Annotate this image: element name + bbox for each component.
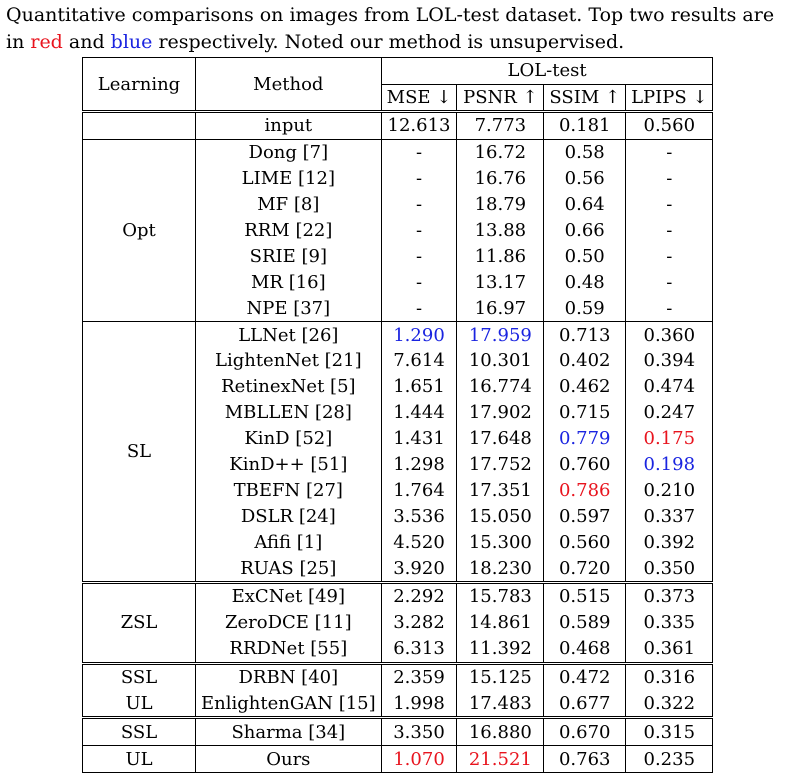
psnr-cell: 17.483 bbox=[457, 691, 544, 718]
method-cell: LLNet [26] bbox=[196, 322, 382, 348]
mse-cell: 1.298 bbox=[381, 452, 457, 478]
input-row bbox=[83, 112, 713, 140]
lpips-cell: 0.335 bbox=[626, 610, 713, 636]
mse-cell: 7.614 bbox=[381, 348, 457, 374]
lpips-cell: 0.392 bbox=[626, 529, 713, 555]
header-psnr: PSNR ↑ bbox=[457, 84, 544, 112]
ssim-cell: 0.64 bbox=[544, 192, 626, 218]
learning-cell: UL bbox=[83, 691, 196, 718]
lpips-cell: 0.350 bbox=[626, 555, 713, 582]
lpips-cell: 0.360 bbox=[626, 322, 713, 348]
psnr-cell: 15.125 bbox=[457, 663, 544, 690]
mse-cell: - bbox=[381, 192, 457, 218]
ssim-cell: 0.50 bbox=[544, 243, 626, 269]
psnr-cell: 17.959 bbox=[457, 322, 544, 348]
input-psnr: 7.773 bbox=[457, 112, 544, 140]
lpips-cell: 0.247 bbox=[626, 400, 713, 426]
learning-cell: ZSL bbox=[83, 583, 196, 664]
ssim-cell: 0.58 bbox=[544, 139, 626, 165]
method-cell: MF [8] bbox=[196, 192, 382, 218]
method-cell: RUAS [25] bbox=[196, 555, 382, 582]
lpips-cell: 0.315 bbox=[626, 718, 713, 746]
mse-cell: - bbox=[381, 166, 457, 192]
lpips-cell: 0.175 bbox=[626, 426, 713, 452]
caption-text-2: and bbox=[62, 31, 111, 53]
mse-cell: - bbox=[381, 295, 457, 321]
lpips-cell: 0.337 bbox=[626, 503, 713, 529]
lpips-cell: 0.361 bbox=[626, 636, 713, 663]
mse-cell: 1.444 bbox=[381, 400, 457, 426]
mse-cell: 1.651 bbox=[381, 374, 457, 400]
lpips-cell: 0.198 bbox=[626, 452, 713, 478]
input-learning-cell bbox=[83, 112, 196, 140]
psnr-cell: 13.17 bbox=[457, 269, 544, 295]
mse-cell: 3.536 bbox=[381, 503, 457, 529]
table-row bbox=[83, 322, 713, 348]
method-cell: Dong [7] bbox=[196, 139, 382, 165]
method-cell: KinD++ [51] bbox=[196, 452, 382, 478]
psnr-cell: 16.880 bbox=[457, 718, 544, 746]
caption-text-3: respectively. Noted our method is unsupervised. bbox=[152, 31, 625, 53]
ssim-cell: 0.560 bbox=[544, 529, 626, 555]
psnr-cell: 16.774 bbox=[457, 374, 544, 400]
caption-text-1: Quantitative comparisons on images from LOL-test dataset. Top two results are in bbox=[6, 4, 775, 53]
psnr-cell: 15.783 bbox=[457, 583, 544, 610]
psnr-cell: 16.97 bbox=[457, 295, 544, 321]
lpips-cell: 0.322 bbox=[626, 691, 713, 718]
psnr-cell: 17.902 bbox=[457, 400, 544, 426]
method-cell: LightenNet [21] bbox=[196, 348, 382, 374]
mse-cell: 3.350 bbox=[381, 718, 457, 746]
mse-cell: 4.520 bbox=[381, 529, 457, 555]
psnr-cell: 18.79 bbox=[457, 192, 544, 218]
learning-cell: SSL bbox=[83, 718, 196, 746]
mse-cell: 2.292 bbox=[381, 583, 457, 610]
psnr-cell: 16.76 bbox=[457, 166, 544, 192]
lpips-cell: - bbox=[626, 218, 713, 244]
method-cell: DRBN [40] bbox=[196, 663, 382, 690]
mse-cell: 3.920 bbox=[381, 555, 457, 582]
method-cell: Ours bbox=[196, 746, 382, 773]
mse-cell: 1.290 bbox=[381, 322, 457, 348]
psnr-cell: 14.861 bbox=[457, 610, 544, 636]
ssim-cell: 0.56 bbox=[544, 166, 626, 192]
learning-cell: SSL bbox=[83, 663, 196, 690]
table-caption bbox=[6, 2, 796, 56]
table-row bbox=[83, 691, 713, 718]
ssim-cell: 0.760 bbox=[544, 452, 626, 478]
lpips-cell: - bbox=[626, 295, 713, 321]
learning-cell: UL bbox=[83, 746, 196, 773]
lpips-cell: - bbox=[626, 269, 713, 295]
ssim-cell: 0.468 bbox=[544, 636, 626, 663]
psnr-cell: 15.300 bbox=[457, 529, 544, 555]
ssim-cell: 0.670 bbox=[544, 718, 626, 746]
method-cell: NPE [37] bbox=[196, 295, 382, 321]
learning-cell: SL bbox=[83, 322, 196, 583]
mse-cell: - bbox=[381, 139, 457, 165]
method-cell: LIME [12] bbox=[196, 166, 382, 192]
psnr-cell: 13.88 bbox=[457, 218, 544, 244]
ssim-cell: 0.715 bbox=[544, 400, 626, 426]
method-cell: TBEFN [27] bbox=[196, 477, 382, 503]
table-row bbox=[83, 718, 713, 746]
method-cell: RetinexNet [5] bbox=[196, 374, 382, 400]
input-mse: 12.613 bbox=[381, 112, 457, 140]
header-method: Method bbox=[196, 58, 382, 112]
input-lpips: 0.560 bbox=[626, 112, 713, 140]
lpips-cell: - bbox=[626, 192, 713, 218]
table-row bbox=[83, 139, 713, 165]
lpips-cell: 0.394 bbox=[626, 348, 713, 374]
header-lpips: LPIPS ↓ bbox=[626, 84, 713, 112]
ssim-cell: 0.763 bbox=[544, 746, 626, 773]
results-table bbox=[82, 57, 713, 773]
mse-cell: 1.431 bbox=[381, 426, 457, 452]
results-body bbox=[83, 112, 713, 773]
header-lol-test: LOL-test bbox=[381, 58, 713, 85]
header-ssim: SSIM ↑ bbox=[544, 84, 626, 112]
header-learning: Learning bbox=[83, 58, 196, 112]
mse-cell: 2.359 bbox=[381, 663, 457, 690]
table-row bbox=[83, 663, 713, 690]
ssim-cell: 0.472 bbox=[544, 663, 626, 690]
method-cell: ZeroDCE [11] bbox=[196, 610, 382, 636]
mse-cell: 6.313 bbox=[381, 636, 457, 663]
method-cell: RRM [22] bbox=[196, 218, 382, 244]
psnr-cell: 16.72 bbox=[457, 139, 544, 165]
method-cell: KinD [52] bbox=[196, 426, 382, 452]
psnr-cell: 10.301 bbox=[457, 348, 544, 374]
method-cell: ExCNet [49] bbox=[196, 583, 382, 610]
ssim-cell: 0.677 bbox=[544, 691, 626, 718]
header-row-1 bbox=[83, 58, 713, 85]
mse-cell: - bbox=[381, 218, 457, 244]
ssim-cell: 0.462 bbox=[544, 374, 626, 400]
lpips-cell: 0.373 bbox=[626, 583, 713, 610]
lpips-cell: 0.474 bbox=[626, 374, 713, 400]
ssim-cell: 0.515 bbox=[544, 583, 626, 610]
lpips-cell: - bbox=[626, 243, 713, 269]
lpips-cell: - bbox=[626, 166, 713, 192]
lpips-cell: 0.316 bbox=[626, 663, 713, 690]
learning-cell: Opt bbox=[83, 139, 196, 321]
psnr-cell: 11.86 bbox=[457, 243, 544, 269]
psnr-cell: 17.648 bbox=[457, 426, 544, 452]
ssim-cell: 0.779 bbox=[544, 426, 626, 452]
mse-cell: 3.282 bbox=[381, 610, 457, 636]
method-cell: EnlightenGAN [15] bbox=[196, 691, 382, 718]
psnr-cell: 18.230 bbox=[457, 555, 544, 582]
lpips-cell: 0.235 bbox=[626, 746, 713, 773]
caption-blue-word: blue bbox=[110, 31, 153, 53]
psnr-cell: 17.752 bbox=[457, 452, 544, 478]
ssim-cell: 0.720 bbox=[544, 555, 626, 582]
mse-cell: - bbox=[381, 269, 457, 295]
mse-cell: 1.998 bbox=[381, 691, 457, 718]
table-row bbox=[83, 583, 713, 610]
ssim-cell: 0.713 bbox=[544, 322, 626, 348]
ssim-cell: 0.48 bbox=[544, 269, 626, 295]
psnr-cell: 11.392 bbox=[457, 636, 544, 663]
lpips-cell: - bbox=[626, 139, 713, 165]
method-cell: Afifi [1] bbox=[196, 529, 382, 555]
method-cell: MR [16] bbox=[196, 269, 382, 295]
mse-cell: - bbox=[381, 243, 457, 269]
psnr-cell: 21.521 bbox=[457, 746, 544, 773]
ssim-cell: 0.66 bbox=[544, 218, 626, 244]
input-ssim: 0.181 bbox=[544, 112, 626, 140]
psnr-cell: 17.351 bbox=[457, 477, 544, 503]
method-cell: Sharma [34] bbox=[196, 718, 382, 746]
caption-red-word: red bbox=[30, 31, 63, 53]
method-cell: MBLLEN [28] bbox=[196, 400, 382, 426]
lpips-cell: 0.210 bbox=[626, 477, 713, 503]
ssim-cell: 0.786 bbox=[544, 477, 626, 503]
input-method: input bbox=[196, 112, 382, 140]
method-cell: SRIE [9] bbox=[196, 243, 382, 269]
header-mse: MSE ↓ bbox=[381, 84, 457, 112]
ssim-cell: 0.589 bbox=[544, 610, 626, 636]
method-cell: RRDNet [55] bbox=[196, 636, 382, 663]
method-cell: DSLR [24] bbox=[196, 503, 382, 529]
mse-cell: 1.764 bbox=[381, 477, 457, 503]
ssim-cell: 0.59 bbox=[544, 295, 626, 321]
ssim-cell: 0.597 bbox=[544, 503, 626, 529]
table-row bbox=[83, 746, 713, 773]
mse-cell: 1.070 bbox=[381, 746, 457, 773]
ssim-cell: 0.402 bbox=[544, 348, 626, 374]
psnr-cell: 15.050 bbox=[457, 503, 544, 529]
